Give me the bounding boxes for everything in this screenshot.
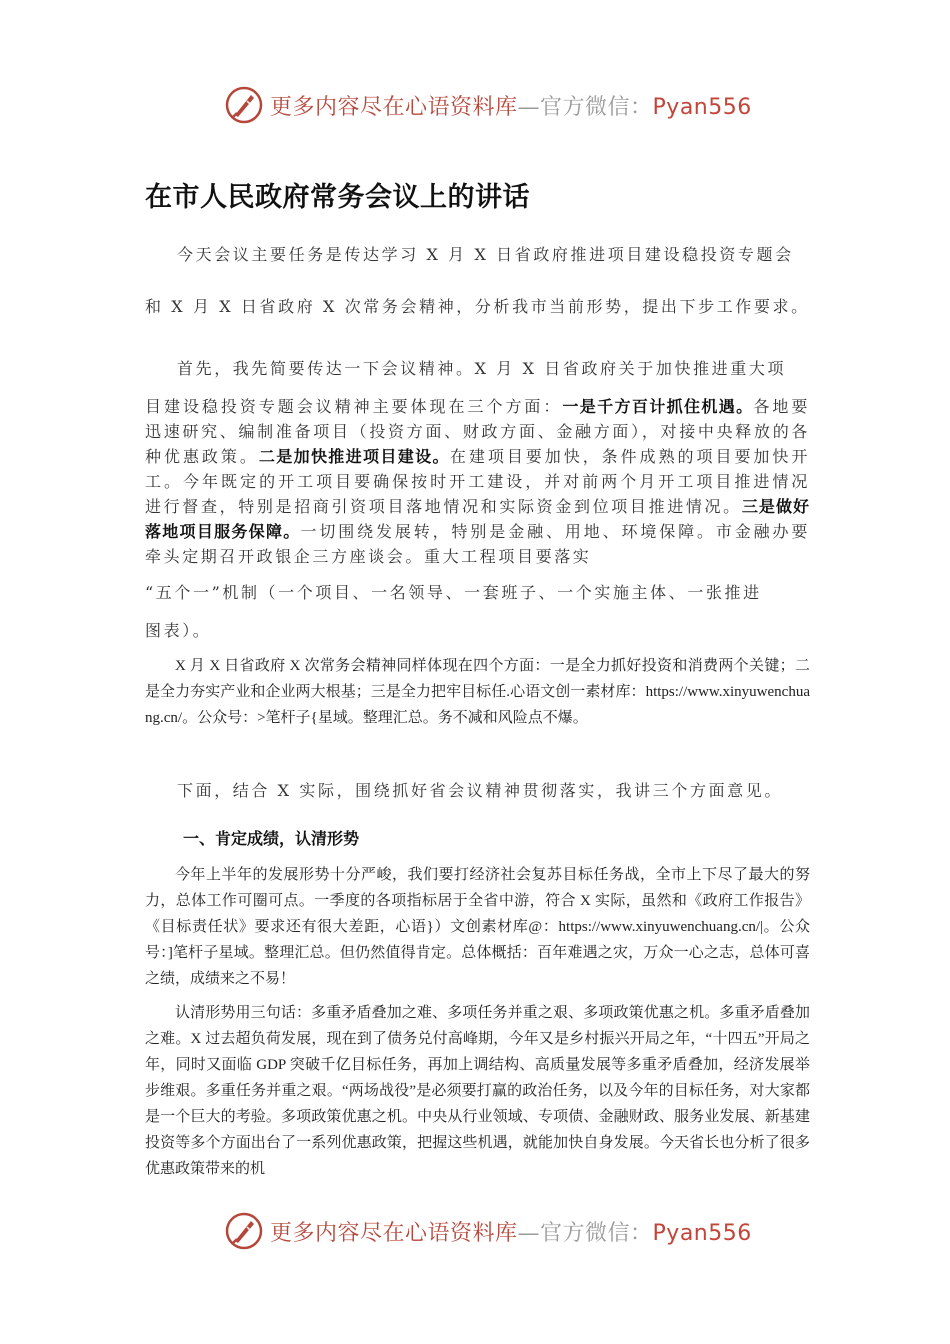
paragraph-1-line-1: 今天会议主要任务是传达学习 X 月 X 日省政府推进项目建设稳投资专题会	[177, 245, 794, 264]
quill-logo-icon	[224, 85, 264, 125]
paragraph-4: 下面，结合 X 实际，围绕抓好省会议精神贯彻落实，我讲三个方面意见。	[177, 781, 783, 800]
point-2-emphasis: 二是加快推进项目建设。	[258, 447, 450, 466]
quill-logo-icon	[224, 1211, 264, 1251]
point-3-emphasis: 三是做好落地项目服务保障。	[145, 497, 810, 541]
header-banner	[224, 80, 752, 130]
section-heading-1: 一、肯定成绩，认清形势	[183, 829, 360, 848]
paragraph-2-line-last-2: 图表）。	[145, 621, 212, 640]
paragraph-2-body: 目建设稳投资专题会议精神主要体现在三个方面：一是千方百计抓住机遇。各地要迅速研究、编制准备项目（投资方面、财政方面、金融方面），对接中央释放的各种优惠政策。二是加快推进项目建设。在建项目要加快，条件成熟的项目要加快开工。今年既定的开工项目要确保按时开工建设，并对前两个月开工项目推进情况进行督查，特别是招商引资项目落地情况和实际资金到位项目推进情况。三是做好落地项目服务保障。一切围绕发展转，特别是金融、用地、环境保障。市金融办要牵头定期召开政银企三方座谈会。重大工程项目要落实	[145, 397, 810, 566]
document-title: 在市人民政府常务会议上的讲话	[145, 182, 530, 213]
banner-text: 更多内容尽在心语资料库—官方微信：Pyan556	[270, 94, 752, 120]
paragraph-1-line-2: 和 X 月 X 日省政府 X 次常务会精神，分析我市当前形势，提出下步工作要求。	[145, 297, 810, 316]
paragraph-3: X 月 X 日省政府 X 次常务会精神同样体现在四个方面：一是全力抓好投资和消费两个关键；二是全力夯实产业和企业两大根基；三是全力把牢目标任.心语文创一素材库：https://www.xinyuwenchuang.cn/。公众号：>笔杆子{星域。整理汇总。务不减和风险点不爆。	[145, 658, 810, 726]
banner-text: 更多内容尽在心语资料库—官方微信：Pyan556	[270, 1220, 752, 1246]
paragraph-2-line-last-1: “五个一”机制（一个项目、一名领导、一套班子、一个实施主体、一张推进	[145, 583, 762, 602]
footer-banner	[224, 1206, 752, 1256]
paragraph-2-line-1: 首先，我先简要传达一下会议精神。X 月 X 日省政府关于加快推进重大项	[177, 359, 787, 378]
paragraph-6: 认清形势用三句话：多重矛盾叠加之难、多项任务并重之艰、多项政策优惠之机。多重矛盾叠加之难。X 过去超负荷发展，现在到了债务兑付高峰期，今年又是乡村振兴开局之年，“十四五”开局之年，同时又面临 GDP 突破千亿目标任务，再加上调结构、高质量发展等多重矛盾叠加，经济发展举步维艰。多重任务并重之艰。“两场战役”是必须要打赢的政治任务，以及今年的目标任务，对大家都是一个巨大的考验。多项政策优惠之机。中央从行业领域、专项债、金融财政、服务业发展、新基建投资等多个方面出台了一系列优惠政策，把握这些机遇，就能加快自身发展。今天省长也分析了很多优惠政策带来的机	[145, 1005, 810, 1177]
point-1-emphasis: 一是千方百计抓住机遇。	[562, 397, 754, 416]
paragraph-5: 今年上半年的发展形势十分严峻，我们要打经济社会复苏目标任务战，全市上下尽了最大的努力，总体工作可圈可点。一季度的各项指标居于全省中游，符合 X 实际，虽然和《政府工作报告》《目标责任状》要求还有很大差距，心语}）文创素材库@：https://www.xinyuwenchuang.cn/|。公众号：]笔杆子星域。整理汇总。但仍然值得肯定。总体概括：百年难遇之灾，万众一心之志，总体可喜之绩，成绩来之不易！	[145, 867, 810, 987]
